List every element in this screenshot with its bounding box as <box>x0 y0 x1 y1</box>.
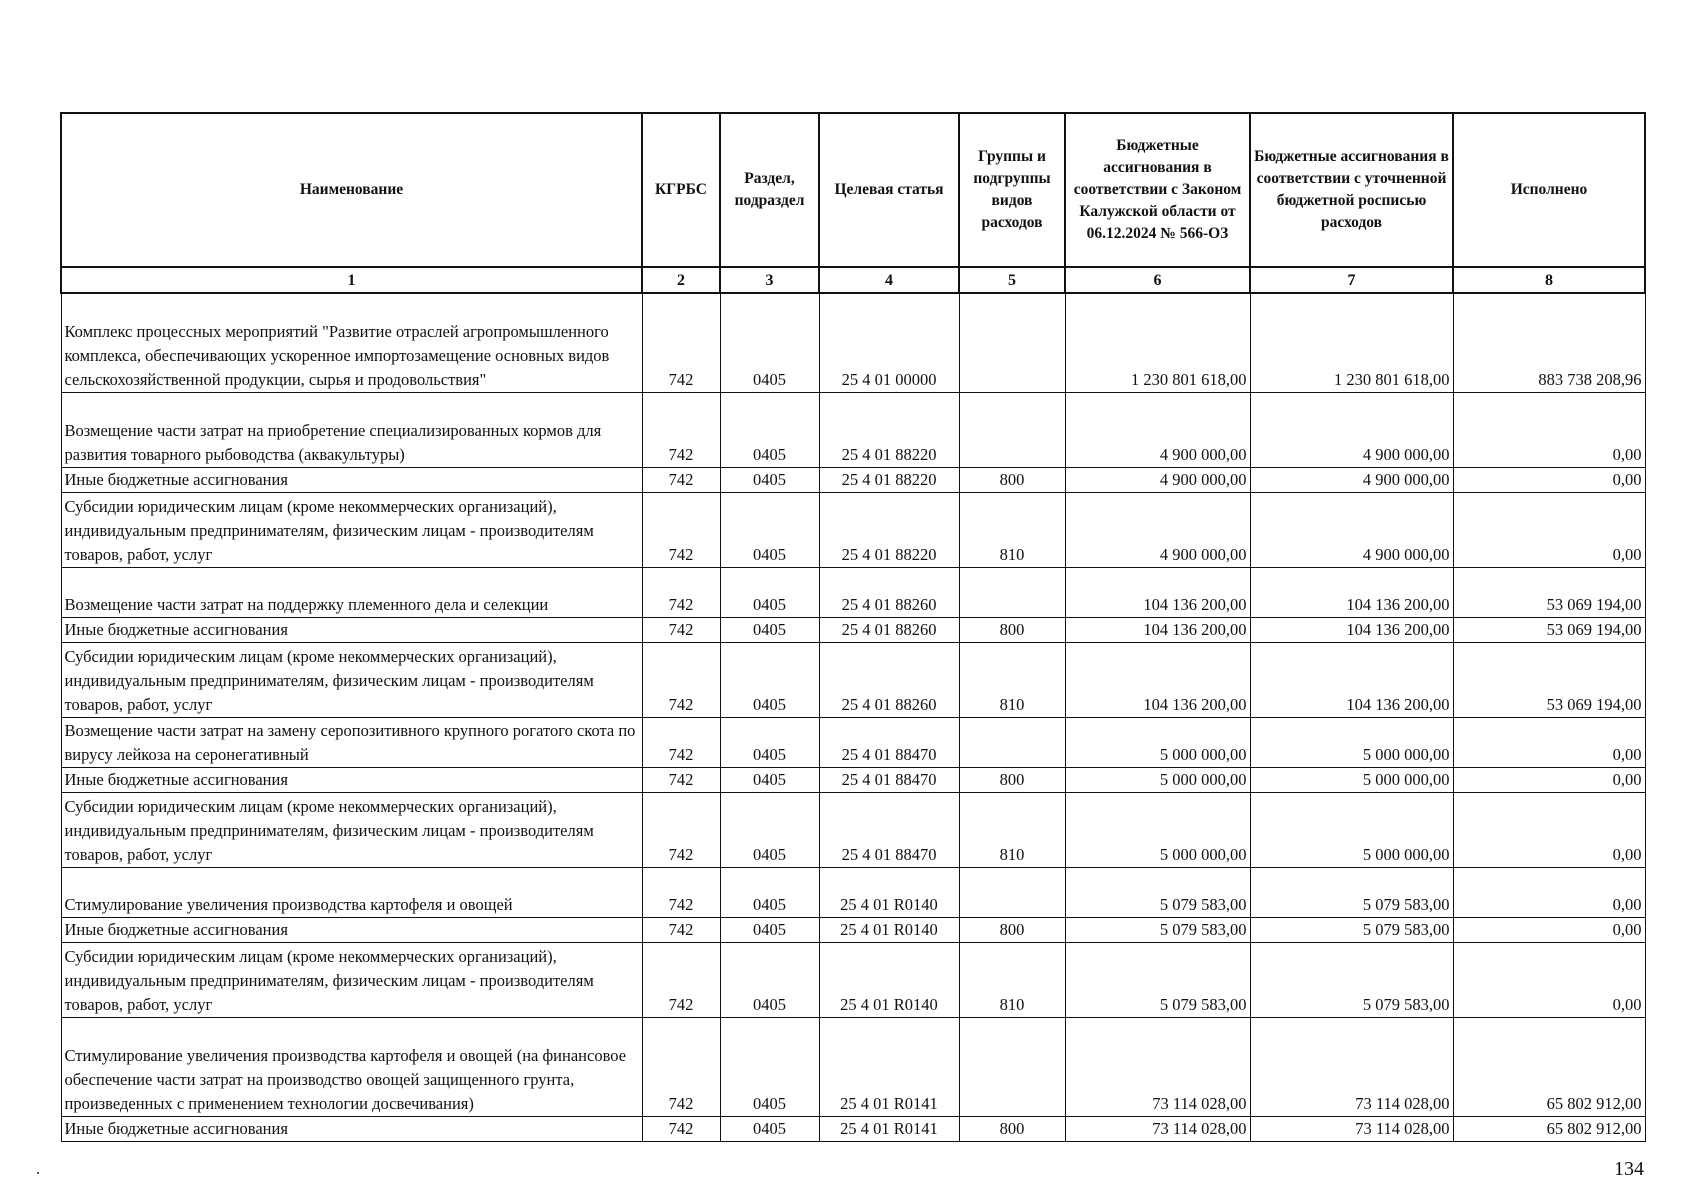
row-target: 25 4 01 88470 <box>819 793 959 868</box>
row-target: 25 4 01 88470 <box>819 718 959 768</box>
header-budget-refined: Бюджетные ассигнования в соответствии с уточненной бюджетной росписью расходов <box>1250 113 1453 267</box>
row-kgrbs: 742 <box>642 943 720 1018</box>
row-kgrbs: 742 <box>642 468 720 493</box>
row-executed: 53 069 194,00 <box>1453 643 1645 718</box>
row-kgrbs: 742 <box>642 393 720 468</box>
row-law: 5 000 000,00 <box>1065 768 1250 793</box>
header-groups: Группы и подгруппы видов расходов <box>959 113 1065 267</box>
header-executed: Исполнено <box>1453 113 1645 267</box>
row-name: Субсидии юридическим лицам (кроме некоммерческих организаций), индивидуальным предпринимателям, физическим лицам - производителям товаров, работ, услуг <box>61 493 642 568</box>
column-number-row <box>61 267 1645 293</box>
table-row <box>61 618 1645 643</box>
row-kgrbs: 742 <box>642 618 720 643</box>
row-executed: 0,00 <box>1453 943 1645 1018</box>
row-section: 0405 <box>720 1018 819 1117</box>
row-kgrbs: 742 <box>642 768 720 793</box>
row-section: 0405 <box>720 918 819 943</box>
row-kgrbs: 742 <box>642 793 720 868</box>
row-group <box>959 868 1065 918</box>
row-name: Субсидии юридическим лицам (кроме некоммерческих организаций), индивидуальным предпринимателям, физическим лицам - производителям товаров, работ, услуг <box>61 943 642 1018</box>
row-refined: 104 136 200,00 <box>1250 643 1453 718</box>
table-row <box>61 868 1645 918</box>
row-kgrbs: 742 <box>642 718 720 768</box>
row-law: 5 079 583,00 <box>1065 868 1250 918</box>
row-kgrbs: 742 <box>642 568 720 618</box>
page-number: 134 <box>1614 1158 1644 1180</box>
row-law: 4 900 000,00 <box>1065 468 1250 493</box>
row-group: 800 <box>959 1117 1065 1142</box>
row-group: 800 <box>959 918 1065 943</box>
column-number: 5 <box>959 267 1065 293</box>
row-target: 25 4 01 88220 <box>819 468 959 493</box>
table-body <box>61 293 1645 1142</box>
header-section: Раздел, подраздел <box>720 113 819 267</box>
column-number: 4 <box>819 267 959 293</box>
table-row <box>61 768 1645 793</box>
row-executed: 0,00 <box>1453 393 1645 468</box>
table-row <box>61 718 1645 768</box>
row-executed: 0,00 <box>1453 718 1645 768</box>
column-number: 8 <box>1453 267 1645 293</box>
row-executed: 65 802 912,00 <box>1453 1117 1645 1142</box>
row-group <box>959 568 1065 618</box>
row-name: Возмещение части затрат на поддержку племенного дела и селекции <box>61 568 642 618</box>
row-target: 25 4 01 88260 <box>819 618 959 643</box>
row-group <box>959 1018 1065 1117</box>
row-executed: 0,00 <box>1453 868 1645 918</box>
row-group: 800 <box>959 768 1065 793</box>
table-row <box>61 1018 1645 1117</box>
row-law: 104 136 200,00 <box>1065 618 1250 643</box>
row-name: Субсидии юридическим лицам (кроме некоммерческих организаций), индивидуальным предпринимателям, физическим лицам - производителям товаров, работ, услуг <box>61 643 642 718</box>
row-target: 25 4 01 R0140 <box>819 918 959 943</box>
row-kgrbs: 742 <box>642 1117 720 1142</box>
budget-execution-table <box>60 112 1646 1142</box>
row-name: Комплекс процессных мероприятий "Развитие отраслей агропромышленного комплекса, обеспечивающих ускоренное импортозамещение основных видов сельскохозяйственной продукции, сырья и продовольствия" <box>61 293 642 393</box>
row-section: 0405 <box>720 868 819 918</box>
table-row <box>61 1117 1645 1142</box>
row-group: 810 <box>959 943 1065 1018</box>
column-number: 2 <box>642 267 720 293</box>
row-name: Иные бюджетные ассигнования <box>61 1117 642 1142</box>
row-name: Возмещение части затрат на приобретение специализированных кормов для развития товарного рыбоводства (аквакультуры) <box>61 393 642 468</box>
row-law: 5 079 583,00 <box>1065 918 1250 943</box>
row-law: 4 900 000,00 <box>1065 493 1250 568</box>
row-refined: 4 900 000,00 <box>1250 393 1453 468</box>
table-row <box>61 568 1645 618</box>
row-name: Стимулирование увеличения производства картофеля и овощей <box>61 868 642 918</box>
row-target: 25 4 01 00000 <box>819 293 959 393</box>
row-executed: 0,00 <box>1453 918 1645 943</box>
row-executed: 0,00 <box>1453 768 1645 793</box>
row-refined: 5 000 000,00 <box>1250 718 1453 768</box>
row-law: 4 900 000,00 <box>1065 393 1250 468</box>
row-law: 104 136 200,00 <box>1065 568 1250 618</box>
row-section: 0405 <box>720 943 819 1018</box>
row-section: 0405 <box>720 468 819 493</box>
column-number: 6 <box>1065 267 1250 293</box>
table-row <box>61 643 1645 718</box>
row-refined: 104 136 200,00 <box>1250 568 1453 618</box>
row-kgrbs: 742 <box>642 868 720 918</box>
row-kgrbs: 742 <box>642 293 720 393</box>
row-executed: 65 802 912,00 <box>1453 1018 1645 1117</box>
row-law: 5 079 583,00 <box>1065 943 1250 1018</box>
row-group <box>959 293 1065 393</box>
row-group: 810 <box>959 793 1065 868</box>
row-law: 5 000 000,00 <box>1065 793 1250 868</box>
row-section: 0405 <box>720 643 819 718</box>
row-section: 0405 <box>720 293 819 393</box>
row-executed: 0,00 <box>1453 493 1645 568</box>
row-refined: 4 900 000,00 <box>1250 468 1453 493</box>
row-name: Иные бюджетные ассигнования <box>61 768 642 793</box>
row-name: Иные бюджетные ассигнования <box>61 618 642 643</box>
row-section: 0405 <box>720 618 819 643</box>
row-group <box>959 393 1065 468</box>
table-row <box>61 943 1645 1018</box>
row-group: 810 <box>959 493 1065 568</box>
row-law: 5 000 000,00 <box>1065 718 1250 768</box>
row-target: 25 4 01 R0140 <box>819 943 959 1018</box>
row-group: 800 <box>959 618 1065 643</box>
header-target: Целевая статья <box>819 113 959 267</box>
row-executed: 53 069 194,00 <box>1453 568 1645 618</box>
header-kgrbs: КГРБС <box>642 113 720 267</box>
row-law: 73 114 028,00 <box>1065 1117 1250 1142</box>
table-row <box>61 793 1645 868</box>
row-name: Иные бюджетные ассигнования <box>61 468 642 493</box>
row-refined: 5 000 000,00 <box>1250 768 1453 793</box>
table-row <box>61 468 1645 493</box>
row-section: 0405 <box>720 568 819 618</box>
table-row <box>61 393 1645 468</box>
row-group <box>959 718 1065 768</box>
row-target: 25 4 01 88470 <box>819 768 959 793</box>
row-section: 0405 <box>720 793 819 868</box>
row-name: Возмещение части затрат на замену серопозитивного крупного рогатого скота по вирусу лейкоза на серонегативный <box>61 718 642 768</box>
column-number: 1 <box>61 267 642 293</box>
row-name: Субсидии юридическим лицам (кроме некоммерческих организаций), индивидуальным предпринимателям, физическим лицам - производителям товаров, работ, услуг <box>61 793 642 868</box>
header-budget-law: Бюджетные ассигнования в соответствии с Законом Калужской области от 06.12.2024 № 566-ОЗ <box>1065 113 1250 267</box>
row-target: 25 4 01 88260 <box>819 568 959 618</box>
row-target: 25 4 01 R0141 <box>819 1117 959 1142</box>
table-row <box>61 918 1645 943</box>
row-refined: 5 079 583,00 <box>1250 918 1453 943</box>
row-name: Стимулирование увеличения производства картофеля и овощей (на финансовое обеспечение части затрат на производство овощей защищенного грунта, произведенных с применением технологии досвечивания) <box>61 1018 642 1117</box>
table-row <box>61 493 1645 568</box>
row-target: 25 4 01 88220 <box>819 493 959 568</box>
row-section: 0405 <box>720 1117 819 1142</box>
row-refined: 73 114 028,00 <box>1250 1117 1453 1142</box>
row-law: 1 230 801 618,00 <box>1065 293 1250 393</box>
row-target: 25 4 01 R0140 <box>819 868 959 918</box>
row-kgrbs: 742 <box>642 1018 720 1117</box>
row-law: 73 114 028,00 <box>1065 1018 1250 1117</box>
row-section: 0405 <box>720 718 819 768</box>
row-refined: 5 079 583,00 <box>1250 868 1453 918</box>
header-name: Наименование <box>61 113 642 267</box>
row-refined: 4 900 000,00 <box>1250 493 1453 568</box>
row-section: 0405 <box>720 493 819 568</box>
header-row <box>61 113 1645 267</box>
row-group: 800 <box>959 468 1065 493</box>
row-executed: 883 738 208,96 <box>1453 293 1645 393</box>
scan-speck <box>37 1172 39 1174</box>
row-target: 25 4 01 88220 <box>819 393 959 468</box>
row-refined: 104 136 200,00 <box>1250 618 1453 643</box>
row-section: 0405 <box>720 393 819 468</box>
row-refined: 5 000 000,00 <box>1250 793 1453 868</box>
row-section: 0405 <box>720 768 819 793</box>
column-number: 3 <box>720 267 819 293</box>
row-executed: 0,00 <box>1453 468 1645 493</box>
row-executed: 53 069 194,00 <box>1453 618 1645 643</box>
row-refined: 1 230 801 618,00 <box>1250 293 1453 393</box>
row-refined: 73 114 028,00 <box>1250 1018 1453 1117</box>
table-header <box>61 113 1645 293</box>
column-number: 7 <box>1250 267 1453 293</box>
row-executed: 0,00 <box>1453 793 1645 868</box>
row-kgrbs: 742 <box>642 643 720 718</box>
row-target: 25 4 01 88260 <box>819 643 959 718</box>
table-row <box>61 293 1645 393</box>
row-kgrbs: 742 <box>642 918 720 943</box>
row-name: Иные бюджетные ассигнования <box>61 918 642 943</box>
row-law: 104 136 200,00 <box>1065 643 1250 718</box>
row-refined: 5 079 583,00 <box>1250 943 1453 1018</box>
row-kgrbs: 742 <box>642 493 720 568</box>
row-target: 25 4 01 R0141 <box>819 1018 959 1117</box>
row-group: 810 <box>959 643 1065 718</box>
